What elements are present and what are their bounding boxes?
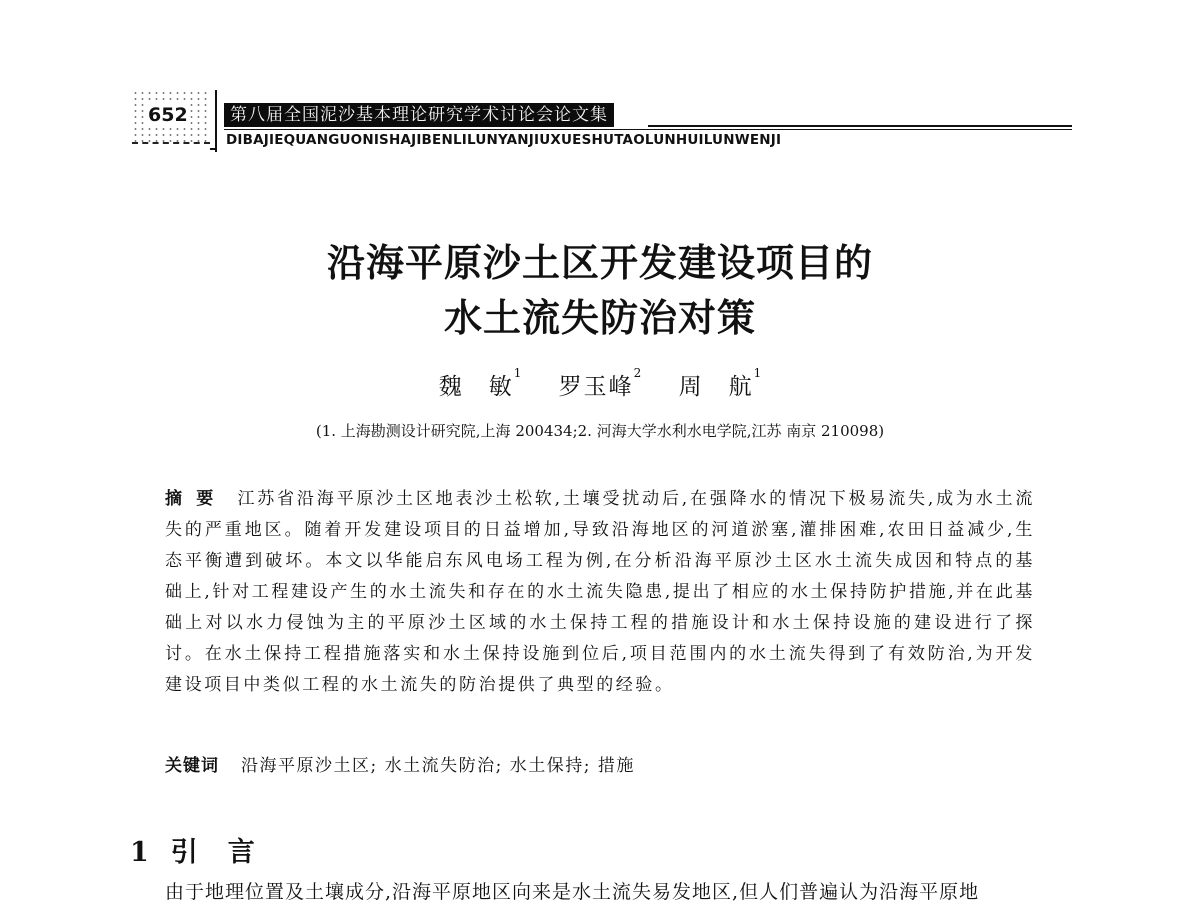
keywords-label: 关键词 [165, 756, 219, 776]
affiliations: (1. 上海勘测设计研究院,上海 200434;2. 河海大学水利水电学院,江苏 南京 210098) [315, 422, 885, 440]
abstract-label: 摘要 [165, 489, 228, 509]
running-header [128, 90, 1078, 152]
abstract [165, 484, 1035, 701]
author: 周 航$^1$ [678, 366, 762, 400]
paper-title-line2: 水土流失防治对策 [443, 296, 756, 340]
header-rule-thin [224, 129, 1072, 130]
section-heading [130, 830, 285, 869]
body-paragraph: 由于地理位置及土壤成分,沿海平原地区向来是水土流失易发地区,但人们普遍认为沿海平原地 [165, 881, 980, 903]
header-divider [215, 90, 217, 152]
header-divider-foot [210, 148, 217, 150]
paper-title-line1: 沿海平原沙土区开发建设项目的 [326, 241, 873, 285]
author: 魏 敏$^1$ [438, 366, 522, 400]
header-rule-thick [648, 125, 1072, 127]
page-number-box [132, 90, 210, 144]
keywords-text: 沿海平原沙土区; 水土流失防治; 水土保持; 措施 [241, 756, 635, 776]
keywords [165, 751, 635, 776]
section-number: 1 [130, 837, 149, 868]
abstract-text: 江苏省沿海平原沙土区地表沙土松软,土壤受扰动后,在强降水的情况下极易流失,成为水土流失的严重地区。随着开发建设项目的日益增加,导致沿海地区的河道淤塞,灌排困难,农田日益减少,生态平衡遭到破坏。本文以华能启东风电场工程为例,在分析沿海平原沙土区水土流失成因和特点的基础上,针对工程建设产生的水土流失和存在的水土流失隐患,提出了相应的水土保持防护措施,并在此基础上对以水力侵蚀为主的平原沙土区域的水土保持工程的措施设计和水土保持设施的建设进行了探讨。在水土保持工程措施落实和水土保持设施到位后,项目范围内的水土流失得到了有效防治,为开发建设项目中类似工程的水土流失的防治提供了典型的经验。 [165, 489, 1035, 695]
journal-title-cn: 第八届全国泥沙基本理论研究学术讨论会论文集 [224, 103, 614, 127]
journal-title-pinyin: DIBAJIEQUANGUONISHAJIBENLILUNYANJIUXUESHUTAOLUNHUILUNWENJI [226, 132, 782, 148]
section-title: 引言 [170, 837, 285, 868]
author-list [0, 368, 1200, 401]
author: 罗玉峰$^2$ [558, 366, 642, 400]
page-number: 652 [148, 104, 188, 126]
